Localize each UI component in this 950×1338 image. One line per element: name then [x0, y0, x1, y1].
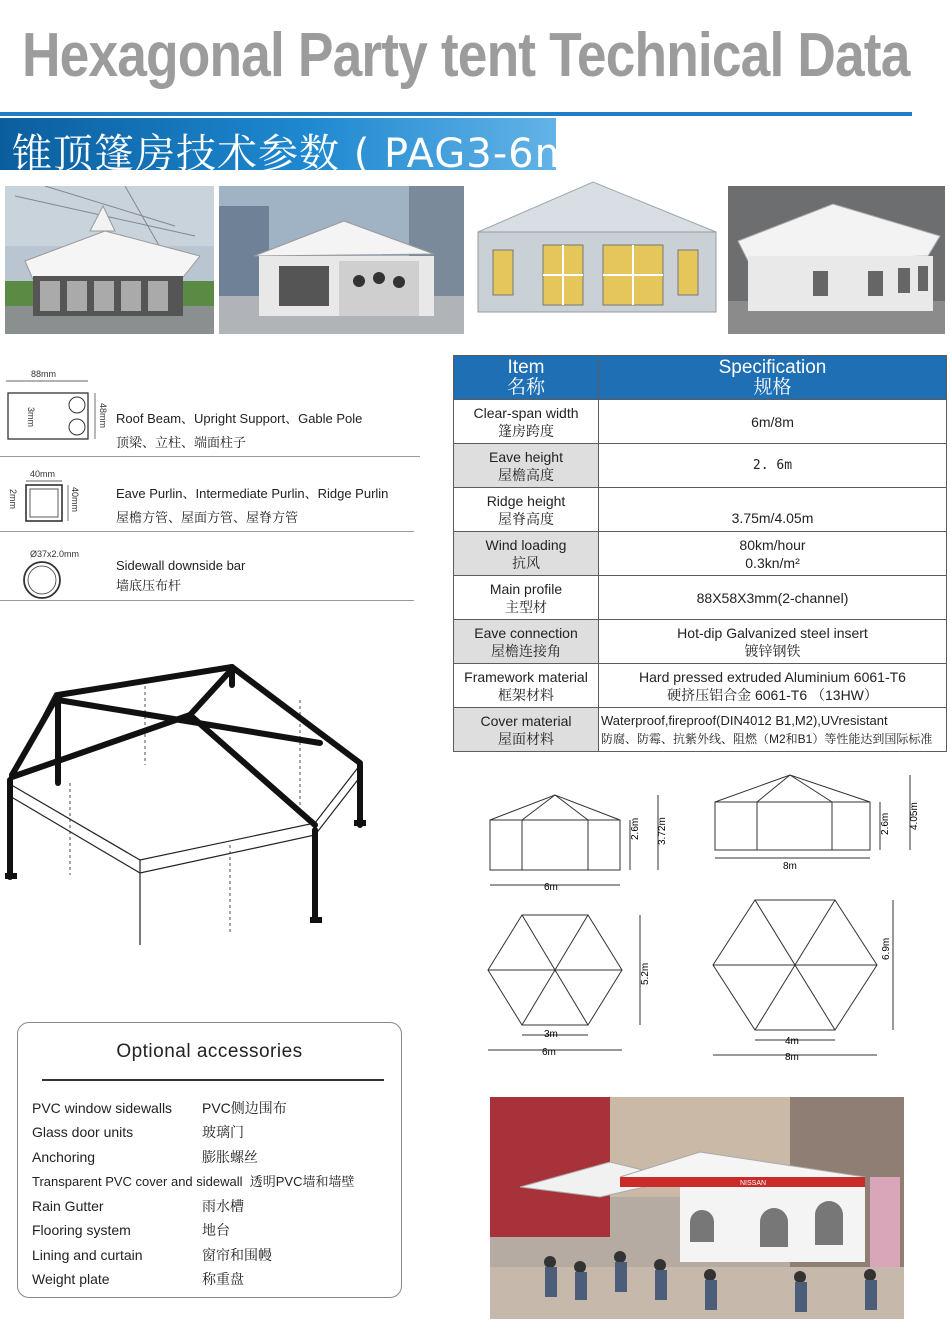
svg-text:3m: 3m — [544, 1029, 558, 1040]
table-header-row — [454, 356, 947, 400]
row-spec: Hard pressed extruded Aluminium 6061-T6 硬挤压铝合金 6061-T6 （13HW） — [599, 664, 947, 708]
profile-bar-drawing — [0, 547, 115, 603]
svg-text:8m: 8m — [785, 1052, 799, 1063]
table-row — [454, 488, 947, 532]
profile-purlin-zh: 屋檐方管、屋面方管、屋脊方管 — [116, 510, 299, 525]
profile-purlin-en: Eave Purlin、Intermediate Purlin、Ridge Purlin — [116, 486, 389, 501]
table-row — [454, 664, 947, 708]
profile-bar-en: Sidewall downside bar — [116, 558, 246, 573]
row-item: Clear-span width 篷房跨度 — [454, 400, 599, 444]
row-item: Eave height 屋檐高度 — [454, 444, 599, 488]
row-spec: 3.75m/4.05m — [599, 488, 947, 532]
photo-tent-exhibition — [219, 186, 464, 334]
profile-beam-drawing — [0, 365, 115, 449]
svg-text:8m: 8m — [783, 861, 797, 872]
table-row — [454, 576, 947, 620]
plan-6m-drawing — [480, 905, 670, 1060]
list-item: Weight plate 称重盘 — [32, 1271, 244, 1287]
table-row — [454, 620, 947, 664]
svg-text:3mm: 3mm — [26, 407, 36, 427]
row-spec: 6m/8m — [599, 400, 947, 444]
row-spec: Hot-dip Galvanized steel insert 镀锌钢铁 — [599, 620, 947, 664]
table-row — [454, 400, 947, 444]
svg-text:6.9m: 6.9m — [881, 937, 892, 960]
table-row — [454, 444, 947, 488]
brand-sign: NISSAN — [740, 1180, 767, 1187]
photo-street-event — [490, 1097, 904, 1319]
divider — [0, 531, 414, 532]
svg-text:Ø37x2.0mm: Ø37x2.0mm — [30, 549, 80, 559]
render-tent-windows — [473, 180, 721, 318]
svg-text:88mm: 88mm — [31, 369, 57, 379]
elevation-8m-drawing — [705, 770, 935, 880]
elevation-6m-drawing — [480, 785, 680, 895]
row-spec: 80km/hour 0.3kn/m² — [599, 532, 947, 576]
divider — [0, 600, 414, 601]
header-item: Item 名称 — [454, 356, 599, 400]
list-item: Flooring system 地台 — [32, 1222, 230, 1238]
table-row — [454, 708, 947, 752]
table-row — [454, 532, 947, 576]
svg-text:6m: 6m — [544, 882, 558, 893]
title-underline — [0, 112, 912, 116]
accessories-panel — [17, 1022, 402, 1298]
svg-text:2.6m: 2.6m — [630, 817, 641, 840]
tent-frame-drawing — [0, 655, 425, 955]
svg-text:2.6m: 2.6m — [880, 812, 891, 835]
row-item: Ridge height 屋脊高度 — [454, 488, 599, 532]
profile-purlin-drawing — [0, 467, 115, 527]
svg-text:4m: 4m — [785, 1036, 799, 1047]
row-item: Main profile 主型材 — [454, 576, 599, 620]
row-spec: 2. 6m — [599, 444, 947, 488]
divider — [0, 456, 420, 457]
svg-text:6m: 6m — [542, 1047, 556, 1058]
svg-text:4.05m: 4.05m — [909, 802, 920, 830]
list-item: Transparent PVC cover and sidewall 透明PVC墙和墙壁 — [32, 1174, 355, 1189]
row-spec: Waterproof,fireproof(DIN4012 B1,M2),UVresistant 防腐、防霉、抗紫外线、阻燃（M2和B1）等性能达到国际标准 — [599, 708, 947, 752]
row-item: Framework material 框架材料 — [454, 664, 599, 708]
subtitle: 锥顶篷房技术参数 ( PAG3-6m) — [12, 131, 592, 177]
plan-8m-drawing — [705, 890, 905, 1065]
row-spec: 88X58X3mm(2-channel) — [599, 576, 947, 620]
profile-beam-en: Roof Beam、Upright Support、Gable Pole — [116, 411, 363, 426]
photo-tent-outdoor — [5, 186, 214, 334]
list-item: Lining and curtain 窗帘和围幔 — [32, 1247, 272, 1263]
profile-beam-zh: 顶梁、立柱、端面柱子 — [116, 435, 247, 450]
svg-text:2mm: 2mm — [8, 489, 18, 509]
list-item: PVC window sidewalls PVC侧边围布 — [32, 1100, 287, 1116]
accessories-title: Optional accessories — [116, 1041, 303, 1062]
svg-text:40mm: 40mm — [30, 469, 56, 479]
list-item: Rain Gutter 雨水槽 — [32, 1198, 244, 1214]
list-item: Anchoring 膨胀螺丝 — [32, 1149, 258, 1165]
spec-table — [453, 355, 947, 752]
header-spec: Specification 规格 — [599, 356, 947, 400]
svg-text:40mm: 40mm — [70, 487, 80, 513]
row-item: Cover material 屋面材料 — [454, 708, 599, 752]
svg-text:5.2m: 5.2m — [640, 962, 651, 985]
row-item: Wind loading 抗风 — [454, 532, 599, 576]
svg-text:48mm: 48mm — [98, 403, 108, 429]
page-title: Hexagonal Party tent Technical Data — [22, 21, 910, 90]
profile-bar-zh: 墙底压布杆 — [116, 578, 182, 593]
accessories-divider — [42, 1079, 384, 1081]
list-item: Glass door units 玻璃门 — [32, 1124, 244, 1140]
photo-tent-white — [728, 186, 945, 334]
row-item: Eave connection 屋檐连接角 — [454, 620, 599, 664]
svg-text:3.72m: 3.72m — [657, 817, 668, 845]
